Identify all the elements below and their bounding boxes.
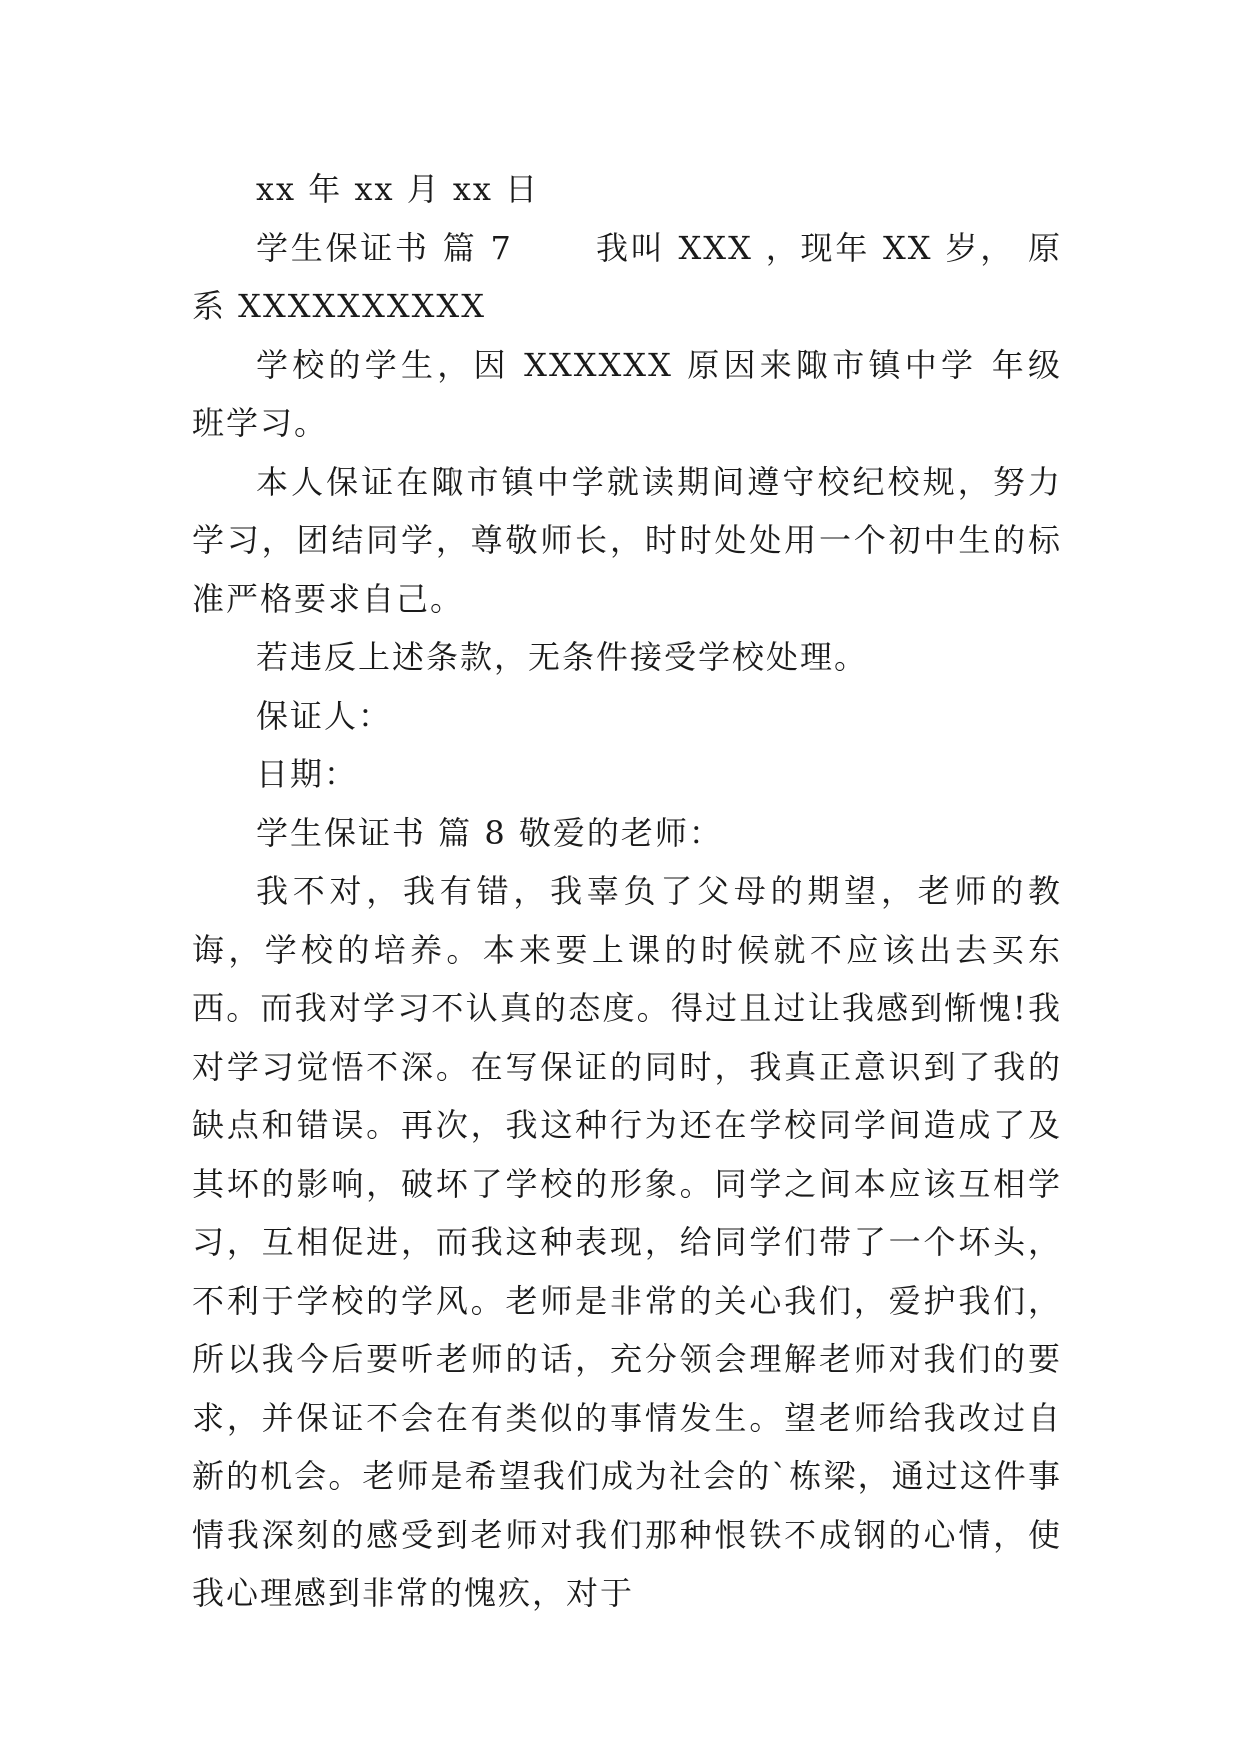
paragraph-pledge: 本人保证在陬市镇中学就读期间遵守校纪校规，努力学习，团结同学，尊敬师长，时时处处用一个初中生的标准严格要求自己。 bbox=[192, 462, 1062, 618]
paragraph-school-origin: 学校的学生，因 XXXXXX 原因来陬市镇中学 年级 班学习。 bbox=[192, 345, 1062, 442]
guarantor-line: 保证人： bbox=[256, 696, 393, 735]
date-line: xx 年 xx 月 xx 日 bbox=[256, 170, 540, 208]
paragraph-violation: 若违反上述条款，无条件接受学校处理。 bbox=[256, 638, 869, 676]
section-7-heading: 学生保证书 篇 7 我叫 XXX ，现年 XX 岁， 原系 XXXXXXXXXX bbox=[192, 228, 1062, 325]
document-body bbox=[192, 160, 1062, 1623]
paragraph-apology: 我不对，我有错，我辜负了父母的期望，老师的教诲，学校的培养。本来要上课的时候就不应该出去买东西。而我对学习不认真的态度。得过且过让我感到惭愧!我对学习觉悟不深。在写保证的同时，我真正意识到了我的缺点和错误。再次，我这种行为还在学校同学间造成了及其坏的影响，破坏了学校的形象。同学之间本应该互相学习，互相促进，而我这种表现，给同学们带了一个坏头，不利于学校的学风。老师是非常的关心我们，爱护我们，所以我今后要听老师的话，充分领会理解老师对我们的要求，并保证不会在有类似的事情发生。望老师给我改过自新的机会。老师是希望我们成为社会的`栋梁，通过这件事情我深刻的感受到老师对我们那种恨铁不成钢的心情，使我心理感到非常的愧疚，对于 bbox=[192, 872, 1062, 1612]
section-8-heading: 学生保证书 篇 8 敬爱的老师： bbox=[256, 813, 723, 852]
date-label-line: 日期： bbox=[256, 755, 359, 793]
